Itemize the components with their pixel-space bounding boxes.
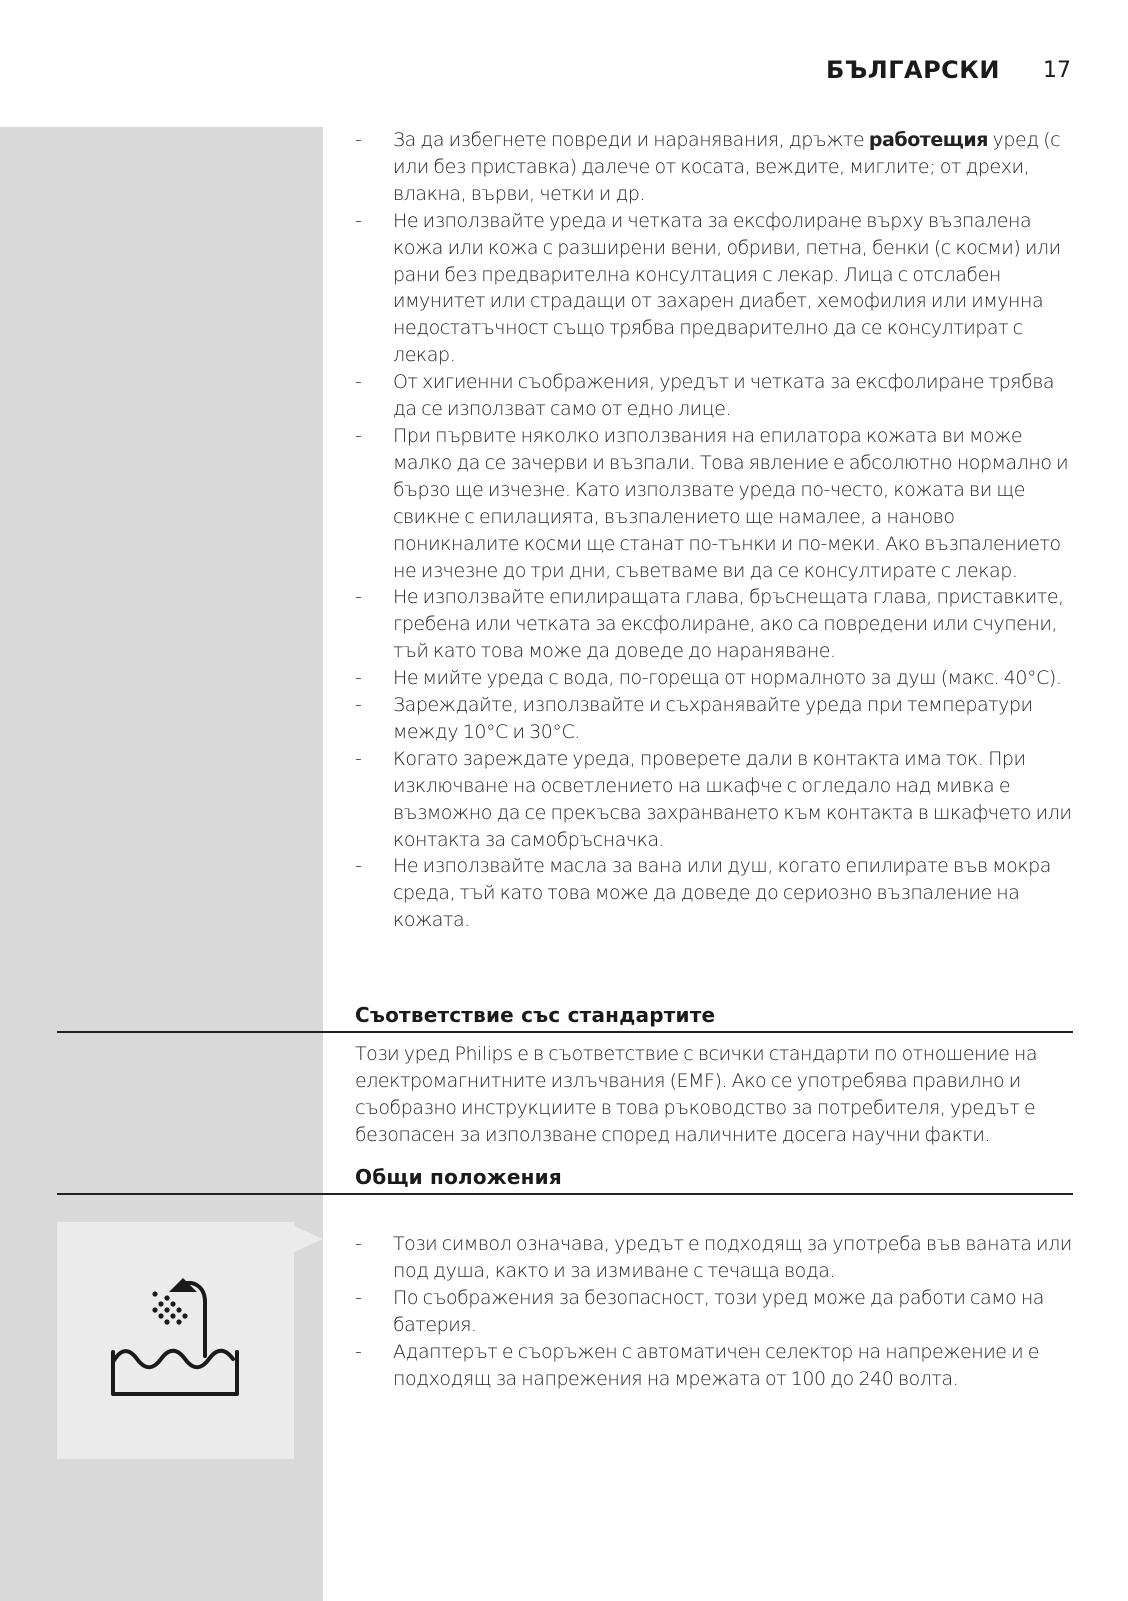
warnings-list-container: [355, 127, 1073, 934]
symbol-pointer: [294, 1226, 323, 1252]
list-item: - Когато зареждате уреда, проверете дали в контакта има ток. При изключване на осветлението на шкафче с огледало над мивка е възможно да се прекъсва захранването към контакта в шкафчето или контакта за самобръсначка.: [355, 746, 1073, 854]
list-item-text: уред (с или без приставка) далече от косата, веждите, миглите; от дрехи, влакна, върви, четки и др.: [393, 129, 1061, 205]
emphasis-text: работещия: [868, 129, 988, 151]
list-item: - Не използвайте епилиращата глава, бръснещата глава, приставките, гребена или четката за ексфолиране, ако са повредени или счупени, тъй като това може да доведе до нараняване.: [355, 584, 1073, 665]
section-divider: [57, 1031, 1073, 1033]
symbol-panel: [57, 1222, 294, 1459]
list-item: - Зареждайте, използвайте и съхранявайте уреда при температури между 10°C и 30°C.: [355, 692, 1073, 746]
bath-shower-icon: [57, 1222, 294, 1459]
general-heading: Общи положения: [355, 1165, 562, 1189]
warnings-list: [355, 127, 1073, 934]
list-item: - Не мийте уреда с вода, по-гореща от нормалното за душ (макс. 40°C).: [355, 665, 1073, 692]
list-item: - Този символ означава, уредът е подходящ за употреба във ваната или под душа, както и за измиване с течаща вода.: [355, 1231, 1073, 1285]
list-item: - При първите няколко използвания на епилатора кожата ви може малко да се зачерви и възпали. Това явление е абсолютно нормално и бързо ще изчезне. Като използвате уреда по-често, кожата ви ще свикне с епилацията, възпалението ще намалее, а наново поникналите косми ще станат по-тънки и по-меки. Ако възпалението не изчезне до три дни, съветваме ви да се консултирате с лекар.: [355, 423, 1073, 584]
list-item: - Адаптерът е съоръжен с автоматичен селектор на напрежение и е подходящ за напрежения на мрежата от 100 до 240 волта.: [355, 1339, 1073, 1393]
list-item: - Не използвайте уреда и четката за ексфолиране върху възпалена кожа или кожа с разширени вени, обриви, петна, бенки (с косми) или рани без предварителна консултация с лекар. Лица с отслабен имунитет или страдащи от захарен диабет, хемофилия или имунна недостатъчност също трябва предварително да се консултират с лекар.: [355, 208, 1073, 369]
page-number: 17: [1043, 58, 1071, 83]
standards-paragraph: Този уред Philips е в съответствие с всички стандарти по отношение на електромагнитните излъчвания (EMF). Ако се употребява правилно и съобразно инструкциите в това ръководство за потребителя, уредът е безопасен за използване според наличните досега научни факти.: [355, 1043, 1038, 1146]
list-item: - От хигиенни съображения, уредът и четката за ексфолиране трябва да се използват само от едно лице.: [355, 369, 1073, 423]
list-item: [355, 127, 1073, 208]
language-header: БЪЛГАРСКИ: [825, 56, 1000, 84]
general-list: [355, 1231, 1073, 1392]
list-item-text: За да избегнете повреди и наранявания, дръжте: [393, 129, 869, 151]
section-divider: [57, 1193, 1073, 1195]
standards-heading: Съответствие със стандартите: [355, 1003, 716, 1027]
general-list-container: [355, 1231, 1073, 1392]
list-item: - Не използвайте масла за вана или душ, когато епилирате във мокра среда, тъй като това може да доведе до сериозно възпаление на кожата.: [355, 853, 1073, 934]
list-item: - По съображения за безопасност, този уред може да работи само на батерия.: [355, 1285, 1073, 1339]
